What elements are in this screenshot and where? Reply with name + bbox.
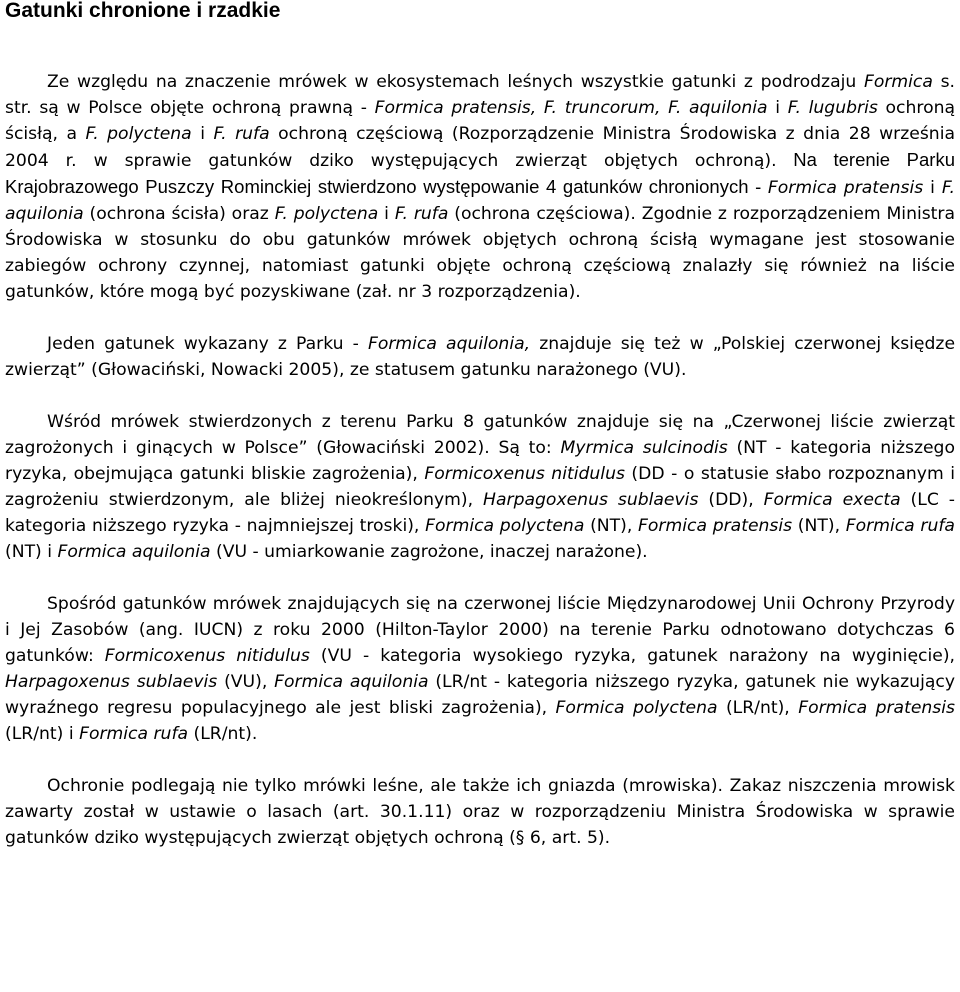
species-name: Harpagoxenus sublaevis	[483, 490, 699, 510]
species-name: Formica rufa	[845, 516, 955, 536]
text-run: i	[191, 124, 214, 144]
text-run: i	[378, 204, 395, 224]
text-run: (LR/nt),	[717, 698, 799, 718]
species-name: F. polyctena	[274, 204, 379, 224]
species-name: Formica pratensis	[638, 516, 793, 536]
text-run: (VU - kategoria wysokiego ryzyka, gatunek narażony na wyginięcie),	[309, 646, 955, 666]
species-name: Formica rufa	[79, 724, 189, 744]
species-name: F. rufa	[213, 124, 270, 144]
text-run: (LC - kategoria niższego ryzyka - najmniejszej troski),	[5, 490, 955, 536]
text-run: Spośród gatunków mrówek znajdujących się na czerwonej liście Międzynarodowej Unii Ochrony Przyrody i Jej Zasobów (ang. IUCN) z roku 2000 (Hilton-Taylor 2000) na terenie Parku odnotowano dotychczas 6 gatunków:	[5, 594, 955, 666]
text-run: ochroną częściową (Rozporządzenie Ministra Środowiska z dnia 28 września 2004 r. w sprawie gatunków dziko występujących zwierząt objętych ochroną).	[5, 124, 955, 171]
species-name: Formica aquilonia	[57, 542, 211, 562]
species-name: Formica pratensis, F. truncorum, F. aquilonia	[374, 98, 768, 118]
species-name: Formicoxenus nitidulus	[104, 646, 310, 666]
text-run: (LR/nt - kategoria niższego ryzyka, gatunek nie wykazujący wyraźnego regresu populacyjnego ale jest bliski zagrożenia),	[5, 672, 956, 718]
text-run: (ochrona ścisła) oraz	[83, 204, 275, 224]
text-run: Zgodnie z rozporządzeniem Ministra Środowiska w stosunku do obu gatunków mrówek objętych ochroną ścisłą wymagane jest stosowanie zabiegów ochrony czynnej, natomiast gatunki objęte ochroną częściową znalazły się również na liście gatunków, które mogą być pozyskiwane (zał. nr 3 rozporządzenia).	[5, 204, 956, 302]
text-run: (NT),	[584, 516, 639, 536]
species-name: Formica polyctena	[555, 698, 718, 718]
species-name: Harpagoxenus sublaevis	[5, 672, 218, 692]
text-run: Ochronie podlegają nie tylko mrówki leśne, ale także ich gniazda (mrowiska). Zakaz niszczenia mrowisk zawarty został w ustawie o lasach (art. 30.1.11) oraz w rozporządzeniu Ministra Środowiska w sprawie gatunków dziko występujących zwierząt objętych ochroną (§ 6, art. 5).	[5, 776, 955, 848]
species-name: Formica polyctena	[425, 516, 585, 536]
text-run: (NT),	[792, 516, 846, 536]
species-name: F. aquilonia	[5, 178, 955, 224]
text-run: (LR/nt).	[188, 724, 258, 744]
text-run: Wśród mrówek stwierdzonych z terenu Parku 8 gatunków znajduje się na „Czerwonej liście zwierząt zagrożonych i ginących w Polsce” (Głowaciński 2002). Są to:	[5, 412, 955, 458]
text-run: Ze względu na znaczenie mrówek w ekosystemach leśnych wszystkie gatunki z podrodzaju	[47, 72, 864, 92]
text-run: (NT) i	[5, 542, 58, 562]
text-run: (NT - kategoria niższego ryzyka, obejmująca gatunki bliskie zagrożenia),	[5, 438, 955, 484]
species-name: Formica execta	[763, 490, 901, 510]
paragraph-nest-protection	[5, 773, 955, 851]
species-name: F. rufa	[394, 204, 449, 224]
text-run: Jeden gatunek wykazany z Parku -	[47, 334, 368, 354]
text-run: (DD - o statusie słabo rozpoznanym i zagrożeniu stwierdzonym, ale bliżej nieokreślonym),	[5, 464, 955, 510]
text-run: (DD),	[698, 490, 764, 510]
text-run: i	[923, 178, 942, 198]
text-run: (VU - umiarkowanie zagrożone, inaczej narażone).	[210, 542, 648, 562]
text-run: s. str. są w Polsce objęte ochroną prawną -	[5, 72, 955, 118]
species-name: Formicoxenus nitidulus	[424, 464, 625, 484]
text-run: i	[767, 98, 788, 118]
text-run: Formica pratensis	[767, 178, 924, 198]
species-name: Formica	[863, 72, 933, 92]
paragraph-red-list	[5, 409, 955, 565]
species-name: Formica aquilonia	[274, 672, 429, 692]
species-name: F. polyctena	[85, 124, 192, 144]
text-run: Na terenie Parku Krajobrazowego Puszczy Rominckiej stwierdzono występowanie 4 gatunków chronionych -	[5, 149, 955, 197]
document-body	[5, 69, 955, 851]
text-run: znajduje się też w „Polskiej czerwonej księdze zwierząt” (Głowaciński, Nowacki 2005), ze statusem gatunku narażonego (VU).	[5, 334, 956, 380]
species-name: Myrmica sulcinodis	[560, 438, 728, 458]
text-run: (ochrona częściowa).	[448, 204, 636, 224]
text-run: (LR/nt) i	[5, 724, 80, 744]
paragraph-protected-species	[5, 69, 955, 305]
species-name: Formica aquilonia,	[367, 334, 531, 354]
paragraph-red-book	[5, 331, 955, 383]
paragraph-iucn	[5, 591, 955, 747]
species-name: Formica pratensis	[798, 698, 955, 718]
text-run: (VU),	[217, 672, 275, 692]
page-title: Gatunki chronione i rzadkie	[5, 0, 281, 22]
species-name: F. lugubris	[787, 98, 878, 118]
text-run: ochroną ścisłą, a	[5, 98, 956, 144]
